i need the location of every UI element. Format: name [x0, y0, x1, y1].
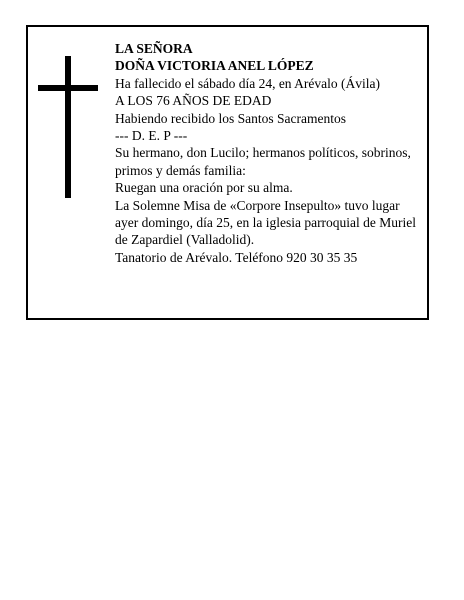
notice-heading: LA SEÑORA — [115, 41, 193, 56]
notice-line-prayer: Ruegan una oración por su alma. — [115, 180, 293, 196]
notice-line-family-2: primos y demás familia: — [115, 162, 246, 178]
cross-icon — [38, 56, 98, 198]
notice-line-mass-3: de Zapardiel (Valladolid). — [115, 232, 255, 248]
deceased-name: DOÑA VICTORIA ANEL LÓPEZ — [115, 58, 314, 74]
notice-line-family-1: Su hermano, don Lucilo; hermanos políticos, sobrinos, — [115, 145, 411, 161]
notice-line-funeral-home: Tanatorio de Arévalo. Teléfono 920 30 35 35 — [115, 249, 358, 265]
notice-line-mass-2: ayer domingo, día 25, en la iglesia parroquial de Muriel — [115, 215, 417, 231]
notice-line-mass-1: La Solemne Misa de «Corpore Insepulto» tuvo lugar — [115, 197, 400, 213]
notice-line-age: A LOS 76 AÑOS DE EDAD — [115, 93, 272, 109]
notice-text — [115, 40, 425, 266]
cross-horizontal-bar — [38, 85, 98, 91]
cross-vertical-bar — [65, 56, 71, 198]
notice-line-rip: --- D. E. P --- — [115, 128, 188, 144]
obituary-notice — [26, 25, 429, 320]
notice-line-sacraments: Habiendo recibido los Santos Sacramentos — [115, 110, 346, 126]
notice-line-death: Ha fallecido el sábado día 24, en Arévalo (Ávila) — [115, 75, 381, 91]
